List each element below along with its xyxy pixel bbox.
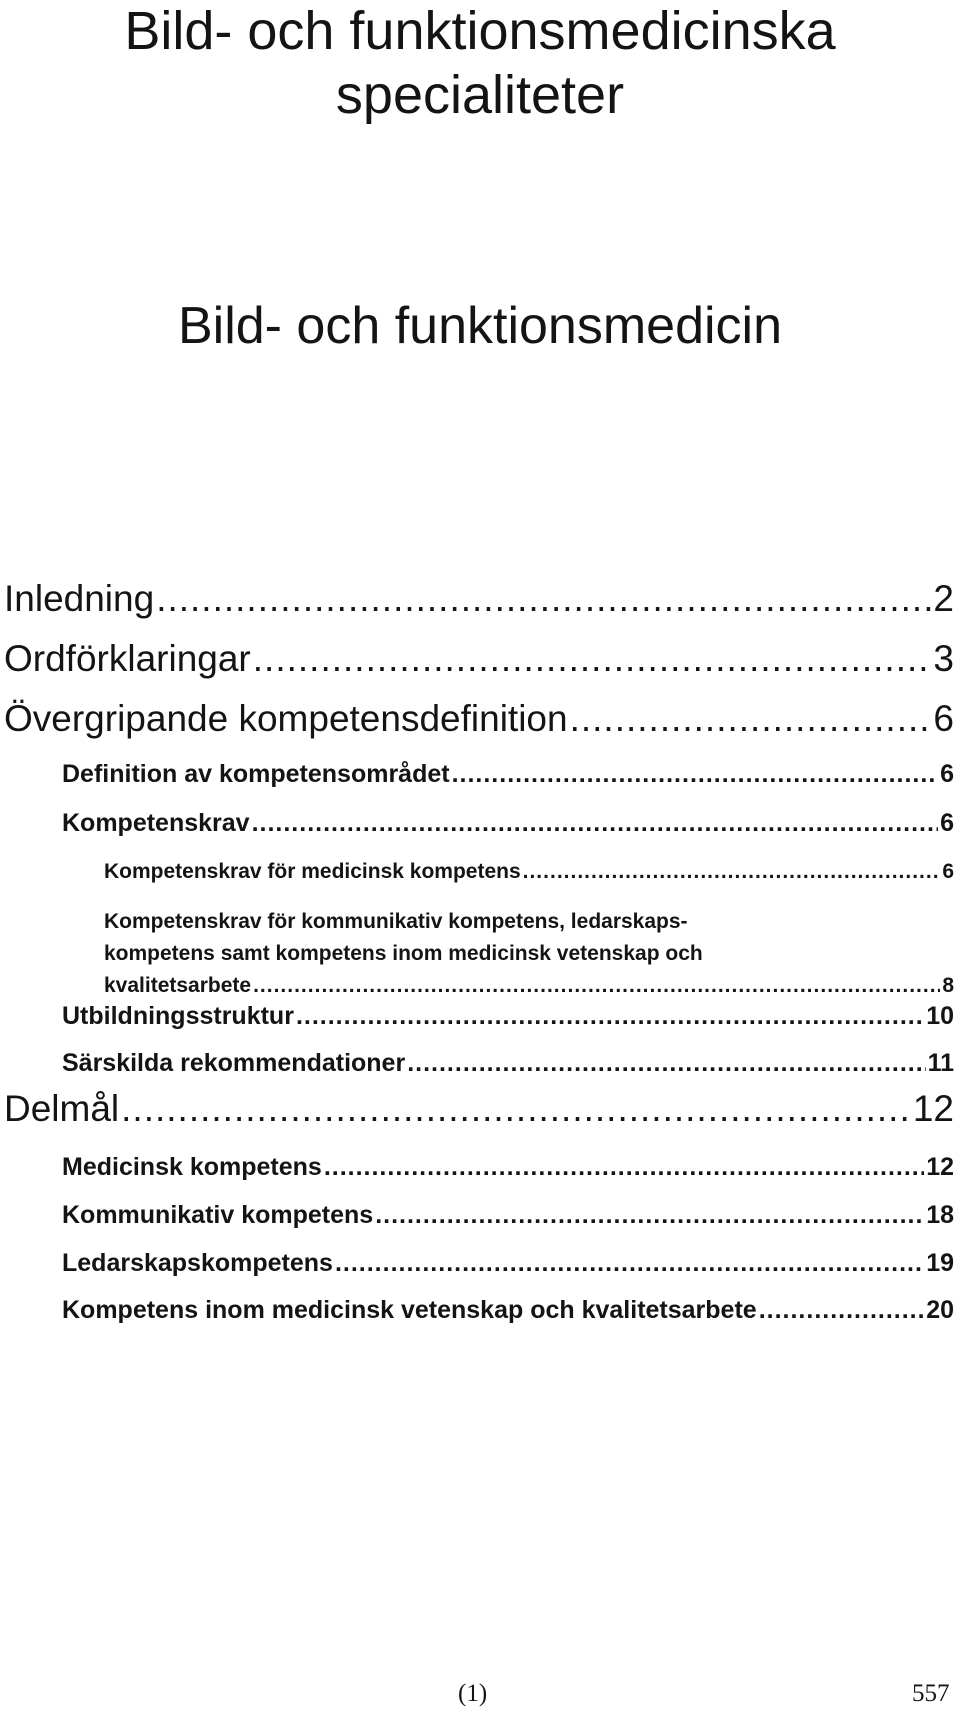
- toc-page-number: 6: [940, 760, 954, 788]
- toc-label-line-1: Kompetenskrav för kommunikativ kompetens, ledarskaps-: [104, 910, 688, 933]
- title-line-2: specialiteter: [335, 64, 625, 125]
- dot-leader: [335, 1249, 924, 1278]
- document-title: [0, 0, 960, 127]
- toc-page-number: 18: [926, 1201, 954, 1229]
- toc-label-line-3: kvalitetsarbete: [104, 974, 252, 997]
- toc-entry-vetenskap[interactable]: [62, 1296, 954, 1325]
- dot-leader: [324, 1153, 924, 1182]
- toc-page-number: 12: [912, 1088, 954, 1129]
- toc-page-number: 8: [942, 974, 954, 997]
- toc-page-number: 12: [926, 1153, 954, 1181]
- toc-entry-ordforklaringar[interactable]: [4, 638, 954, 680]
- dot-leader: [452, 760, 939, 789]
- toc-page-number: 10: [926, 1002, 954, 1030]
- footer-page-number: 557: [912, 1680, 950, 1707]
- toc-label: Utbildningsstruktur: [62, 1002, 294, 1030]
- dot-leader: [156, 578, 931, 620]
- toc-label: Kommunikativ kompetens: [62, 1201, 374, 1229]
- toc-entry-utbildningsstruktur[interactable]: [62, 1002, 954, 1031]
- dot-leader: [375, 1201, 924, 1230]
- dot-leader: [252, 809, 939, 838]
- dot-leader: [523, 860, 941, 884]
- toc-page-number: 6: [942, 860, 954, 883]
- toc-label-line-2: kompetens samt kompetens inom medicinsk vetenskap och: [104, 942, 703, 965]
- toc-entry-kompetenskrav-medicinsk[interactable]: [104, 860, 954, 884]
- dot-leader: [407, 1049, 925, 1078]
- toc-label: Övergripande kompetensdefinition: [4, 698, 568, 739]
- toc-entry-inledning[interactable]: [4, 578, 954, 620]
- dot-leader: [296, 1002, 924, 1031]
- toc-entry-medicinsk-kompetens[interactable]: [62, 1153, 954, 1182]
- dot-leader: [253, 638, 932, 680]
- toc-entry-kompetenskrav[interactable]: [62, 809, 954, 838]
- title-line-1: Bild- och funktionsmedicinska: [124, 1, 836, 61]
- toc-entry-kommunikativ-kompetens[interactable]: [62, 1201, 954, 1230]
- toc-page-number: 20: [926, 1296, 954, 1324]
- toc-entry-kompetenskrav-kommunikativ[interactable]: [104, 906, 954, 1002]
- toc-page-number: 2: [933, 578, 954, 619]
- toc-label: Delmål: [4, 1088, 120, 1129]
- toc-entry-delmal[interactable]: [4, 1088, 954, 1130]
- toc-label: Medicinsk kompetens: [62, 1153, 322, 1181]
- toc-entry-overgripande[interactable]: [4, 698, 954, 740]
- dot-leader: [570, 698, 932, 740]
- dot-leader: [253, 970, 940, 1002]
- toc-entry-definition[interactable]: [62, 760, 954, 789]
- toc-label: Ledarskapskompetens: [62, 1249, 333, 1277]
- dot-leader: [759, 1296, 924, 1325]
- toc-page-number: 19: [926, 1249, 954, 1277]
- toc-entry-ledarskapskompetens[interactable]: [62, 1249, 954, 1278]
- toc-label: Ordförklaringar: [4, 638, 251, 679]
- dot-leader: [121, 1088, 911, 1130]
- toc-page-number: 11: [927, 1049, 954, 1077]
- footer-page-marker: (1): [458, 1680, 488, 1707]
- toc-label: Kompetenskrav för medicinsk kompetens: [104, 860, 521, 883]
- toc-page-number: 6: [940, 809, 954, 837]
- toc-entry-sarskilda[interactable]: [62, 1049, 954, 1078]
- toc-label: Inledning: [4, 578, 155, 619]
- section-subtitle: Bild- och funktionsmedicin: [177, 297, 783, 355]
- toc-label: Särskilda rekommendationer: [62, 1049, 406, 1077]
- toc-page-number: 6: [933, 698, 954, 739]
- toc-label: Kompetenskrav: [62, 809, 250, 837]
- toc-page-number: 3: [933, 638, 954, 679]
- toc-label: Definition av kompetensområdet: [62, 760, 450, 788]
- toc-label: Kompetens inom medicinsk vetenskap och kvalitetsarbete: [62, 1296, 757, 1324]
